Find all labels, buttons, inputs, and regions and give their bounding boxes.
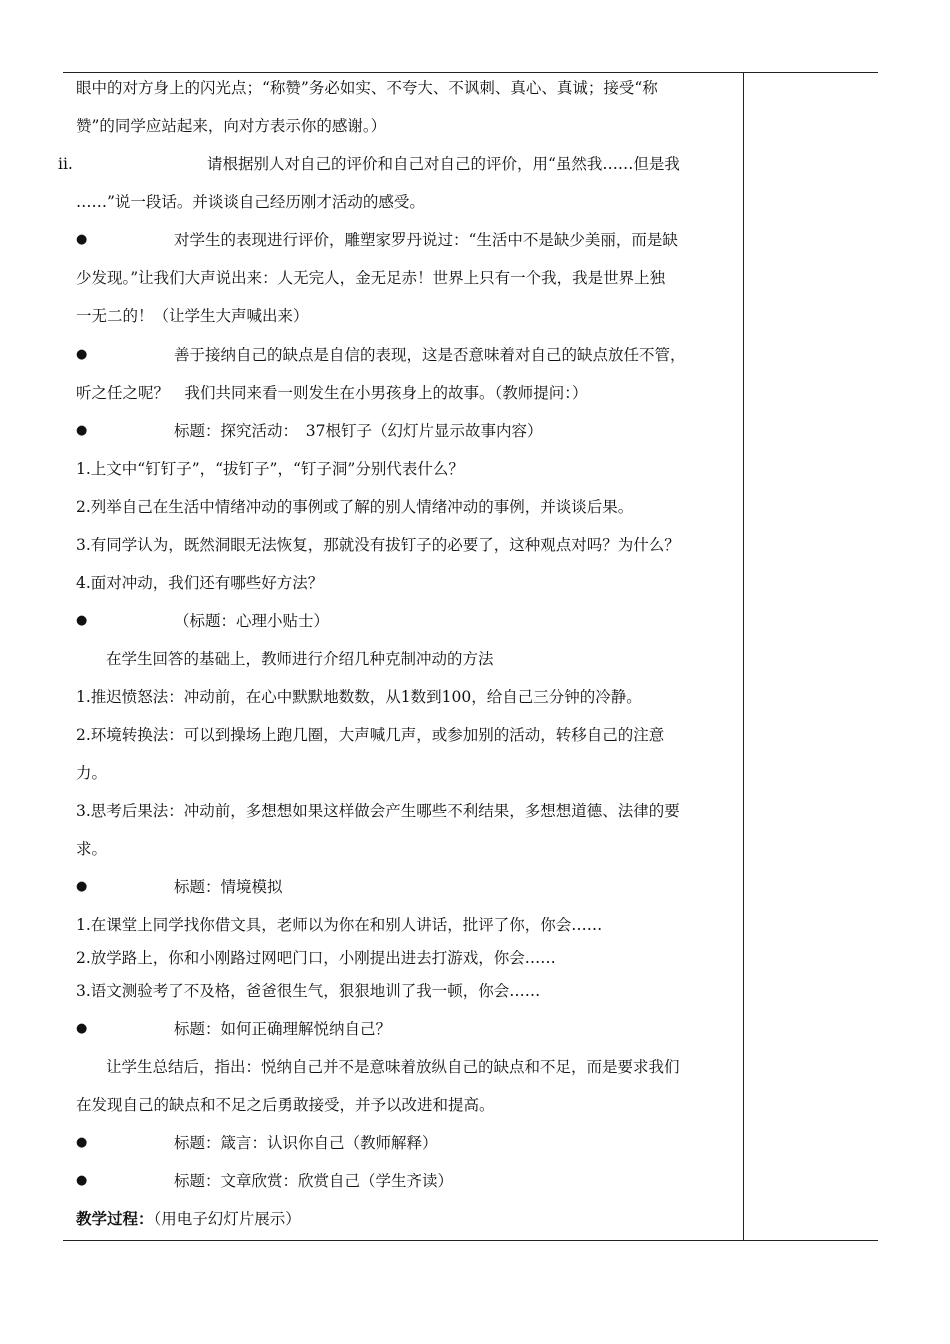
bullet-icon: ●	[76, 347, 88, 362]
text-line: 1.推迟愤怒法：冲动前，在心中默默地数数，从1数到100，给自己三分钟的冷静。	[76, 688, 642, 706]
bullet-text: 善于接纳自己的缺点是自信的表现，这是否意味着对自己的缺点放任不管，	[174, 346, 686, 364]
text-line: ……”说一段话。并谈谈自己经历刚才活动的感受。	[76, 193, 425, 211]
text-line: 3.有同学认为，既然洞眼无法恢复，那就没有拔钉子的必要了，这种观点对吗？为什么？	[76, 536, 680, 554]
item-text: 请根据别人对自己的评价和自己对自己的评价，用“虽然我……但是我	[207, 155, 680, 173]
bullet-text: 标题：文章欣赏：欣赏自己（学生齐读）	[174, 1172, 454, 1190]
text-line: 4.面对冲动，我们还有哪些好方法？	[76, 574, 324, 592]
text-line: 听之任之呢？ 我们共同来看一则发生在小男孩身上的故事。（教师提问：）	[76, 384, 588, 402]
text-line: 力。	[76, 764, 108, 782]
text-line: 少发现。”让我们大声说出来：人无完人，金无足赤！世界上只有一个我，我是世界上独	[76, 269, 666, 287]
text-line: 求。	[76, 840, 108, 858]
bullet-icon: ●	[76, 879, 88, 894]
text-line: 在发现自己的缺点和不足之后勇敢接受，并予以改进和提高。	[76, 1096, 495, 1114]
bullet-icon: ●	[76, 613, 88, 628]
text-line: 1.在课堂上同学找你借文具，老师以为你在和别人讲话，批评了你，你会……	[76, 916, 603, 934]
bullet-text: （标题：心理小贴士）	[174, 612, 330, 630]
bullet-icon: ●	[76, 423, 88, 438]
bullet-text: 对学生的表现进行评价，雕塑家罗丹说过：“生活中不是缺少美丽，而是缺	[174, 231, 678, 249]
item-marker: ii.	[58, 155, 73, 173]
section-heading-line	[76, 1208, 301, 1230]
text-line: 2.列举自己在生活中情绪冲动的事例或了解的别人情绪冲动的事例，并谈谈后果。	[76, 498, 634, 516]
bullet-text: 标题：箴言：认识你自己（教师解释）	[174, 1134, 438, 1152]
bullet-text: 标题：如何正确理解悦纳自己？	[174, 1020, 392, 1038]
table-bottom-rule	[63, 1240, 878, 1241]
section-note: （用电子幻灯片展示）	[153, 1210, 301, 1228]
text-line: 2.环境转换法：可以到操场上跑几圈，大声喊几声，或参加别的活动，转移自己的注意	[76, 726, 665, 744]
bullet-icon: ●	[76, 1135, 88, 1150]
bullet-icon: ●	[76, 1021, 88, 1036]
text-line: 1.上文中“钉钉子”，“拔钉子”，“钉子洞”分别代表什么？	[76, 460, 464, 478]
bullet-icon: ●	[76, 232, 88, 247]
indented-paragraph-line: 在学生回答的基础上，教师进行介绍几种克制冲动的方法	[106, 650, 494, 668]
text-line: 3.语文测验考了不及格，爸爸很生气，狠狠地训了我一顿，你会……	[76, 982, 541, 1000]
text-line: 眼中的对方身上的闪光点；“称赞”务必如实、不夸大、不讽刺、真心、真诚；接受“称	[76, 79, 658, 97]
text-line: 2.放学路上，你和小刚路过网吧门口，小刚提出进去打游戏，你会……	[76, 949, 556, 967]
indented-paragraph-line: 让学生总结后，指出：悦纳自己并不是意味着放纵自己的缺点和不足，而是要求我们	[106, 1058, 680, 1076]
bullet-text: 标题：探究活动： 37根钉子（幻灯片显示故事内容）	[174, 422, 543, 440]
table-top-rule	[63, 72, 878, 73]
bullet-icon: ●	[76, 1173, 88, 1188]
table-column-divider	[743, 72, 744, 1240]
text-line: 赞”的同学应站起来，向对方表示你的感谢。）	[76, 117, 387, 135]
bullet-text: 标题：情境模拟	[174, 878, 283, 896]
section-label: 教学过程：	[76, 1209, 154, 1228]
text-line: 一无二的！（让学生大声喊出来）	[76, 307, 309, 325]
text-line: 3.思考后果法：冲动前，多想想如果这样做会产生哪些不利结果，多想想道德、法律的要	[76, 802, 680, 820]
